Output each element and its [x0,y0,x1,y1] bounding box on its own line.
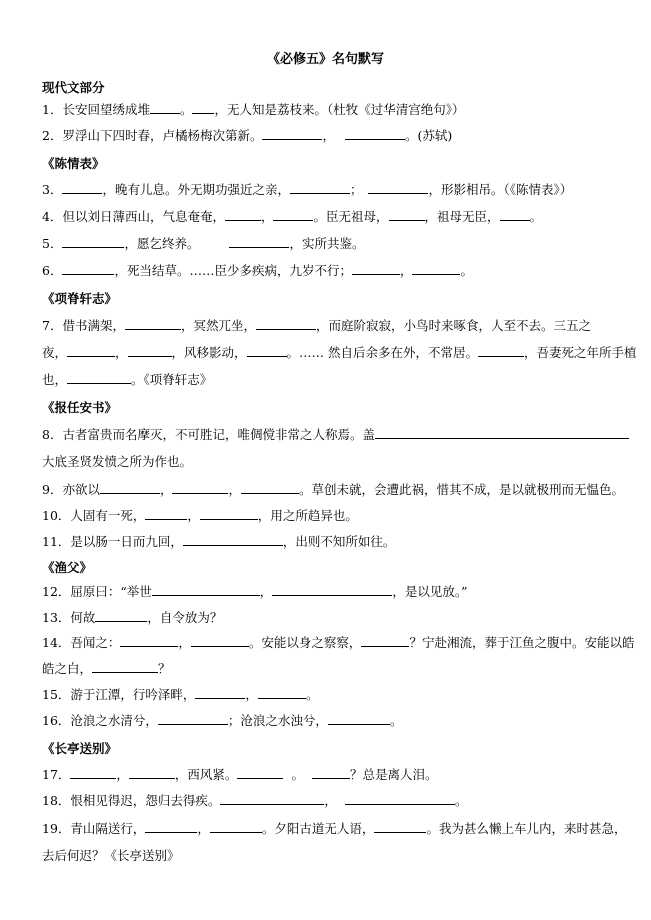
question-8: 8．古者富贵而名摩灭，不可胜记，唯倜傥非常之人称焉。盖 [42,426,629,444]
blank[interactable] [62,262,114,275]
blank[interactable] [70,766,116,779]
blank[interactable] [368,181,428,194]
blank[interactable] [374,820,426,833]
blank[interactable] [191,634,249,647]
blank[interactable] [272,583,392,596]
blank[interactable] [312,766,350,779]
blank[interactable] [256,317,316,330]
page-title: 《必修五》名句默写 [266,52,384,67]
blank[interactable] [290,181,350,194]
blank[interactable] [220,792,324,805]
question-9: 9．亦欲以 ， ， 。草创未就，会遭此祸，惜其不成，是以就极刑而无愠色。 [42,482,624,497]
question-7-end: 也， 。《项脊轩志》 [42,372,213,387]
blank[interactable] [273,208,313,221]
blank[interactable] [128,344,172,357]
question-7-cont: 夜， ， ，风移影动， 。…… 然自后余多在外，不常居。 ，吾妻死之年所手植 [42,345,637,360]
question-6: 6． ，死当结草。……臣少多疾病，九岁不行； ， 。 [42,263,473,278]
question-11: 11．是以肠一日而九回， ，出则不知所如往。 [42,534,396,549]
blank[interactable] [145,820,197,833]
question-8-cont: 大底圣贤发愤之所为作也。 [42,454,193,469]
blank[interactable] [152,583,260,596]
blank[interactable] [150,101,180,114]
section-heading-modern: 现代文部分 [42,80,105,95]
blank[interactable] [361,634,409,647]
question-14-cont: 皓之白， ？ [42,661,171,676]
blank[interactable] [375,426,629,439]
blank[interactable] [62,235,124,248]
section-heading-xiangjixuanzhi: 《项脊轩志》 [42,291,118,306]
question-1: 1．长安回望绣成堆 。 ，无人知是荔枝来。（杜牧《过华清宫绝句》） [42,102,465,117]
question-10: 10．人固有一死， ， ，用之所趋异也。 [42,508,358,523]
blank[interactable] [67,371,131,384]
section-heading-changtingsongbie: 《长亭送别》 [42,741,118,756]
blank[interactable] [120,634,178,647]
question-3: 3． ，晚有儿息。外无期功强近之亲， ； ，形影相吊。（《陈情表》） [42,182,573,197]
blank[interactable] [129,766,175,779]
question-2: 2．罗浮山下四时春，卢橘杨梅次第新。 ， 。(苏轼) [42,128,453,143]
blank[interactable] [183,533,283,546]
blank[interactable] [412,262,460,275]
blank[interactable] [500,208,530,221]
question-7: 7．借书满架， ，冥然兀坐， ，而庭阶寂寂，小鸟时来啄食，人至不去。三五之 [42,318,591,333]
blank[interactable] [247,344,287,357]
question-15: 15．游于江潭，行吟泽畔， ， 。 [42,687,319,702]
question-19-cont: 去后何迟？《长亭送别》 [42,848,180,863]
blank[interactable] [200,507,258,520]
blank[interactable] [328,712,390,725]
blank[interactable] [210,820,262,833]
blank[interactable] [95,609,147,622]
blank[interactable] [229,235,289,248]
question-19: 19．青山隔送行， ， 。夕阳古道无人语， 。我为甚么懒上车儿内，来时甚急， [42,821,627,836]
question-13: 13．何故 ，自令放为？ [42,610,223,625]
blank[interactable] [125,317,181,330]
blank[interactable] [172,481,228,494]
blank[interactable] [92,660,158,673]
blank[interactable] [158,712,228,725]
blank[interactable] [237,766,283,779]
section-heading-baorenanshu: 《报任安书》 [42,400,118,415]
blank[interactable] [345,792,455,805]
blank[interactable] [389,208,425,221]
blank[interactable] [352,262,400,275]
blank[interactable] [192,101,214,114]
section-heading-chenqingbiao: 《陈情表》 [42,156,105,171]
question-5: 5． ，愿乞终养。 ，实所共鉴。 [42,236,365,251]
blank[interactable] [145,507,187,520]
question-18: 18．恨相见得迟，怨归去得疾。 ， 。 [42,793,468,808]
blank[interactable] [225,208,261,221]
blank[interactable] [345,127,405,140]
blank[interactable] [478,344,524,357]
question-17: 17． ， ，西风紧。 。 ？总是离人泪。 [42,767,438,782]
blank[interactable] [100,481,160,494]
blank[interactable] [262,127,322,140]
section-heading-yufu: 《渔父》 [42,560,93,575]
blank[interactable] [67,344,115,357]
question-4: 4．但以刘日薄西山，气息奄奄， ， 。臣无祖母， ，祖母无臣， 。 [42,209,543,224]
question-14: 14．吾闻之： ， 。安能以身之察察， ？宁赴湘流，葬于江鱼之腹中。安能以皓 [42,635,635,650]
blank[interactable] [62,181,102,194]
blank[interactable] [195,686,245,699]
blank[interactable] [258,686,306,699]
question-12: 12．屈原曰：“举世 ， ，是以见放。” [42,584,468,599]
question-16: 16．沧浪之水清兮， ；沧浪之水浊兮， 。 [42,713,403,728]
blank[interactable] [241,481,299,494]
